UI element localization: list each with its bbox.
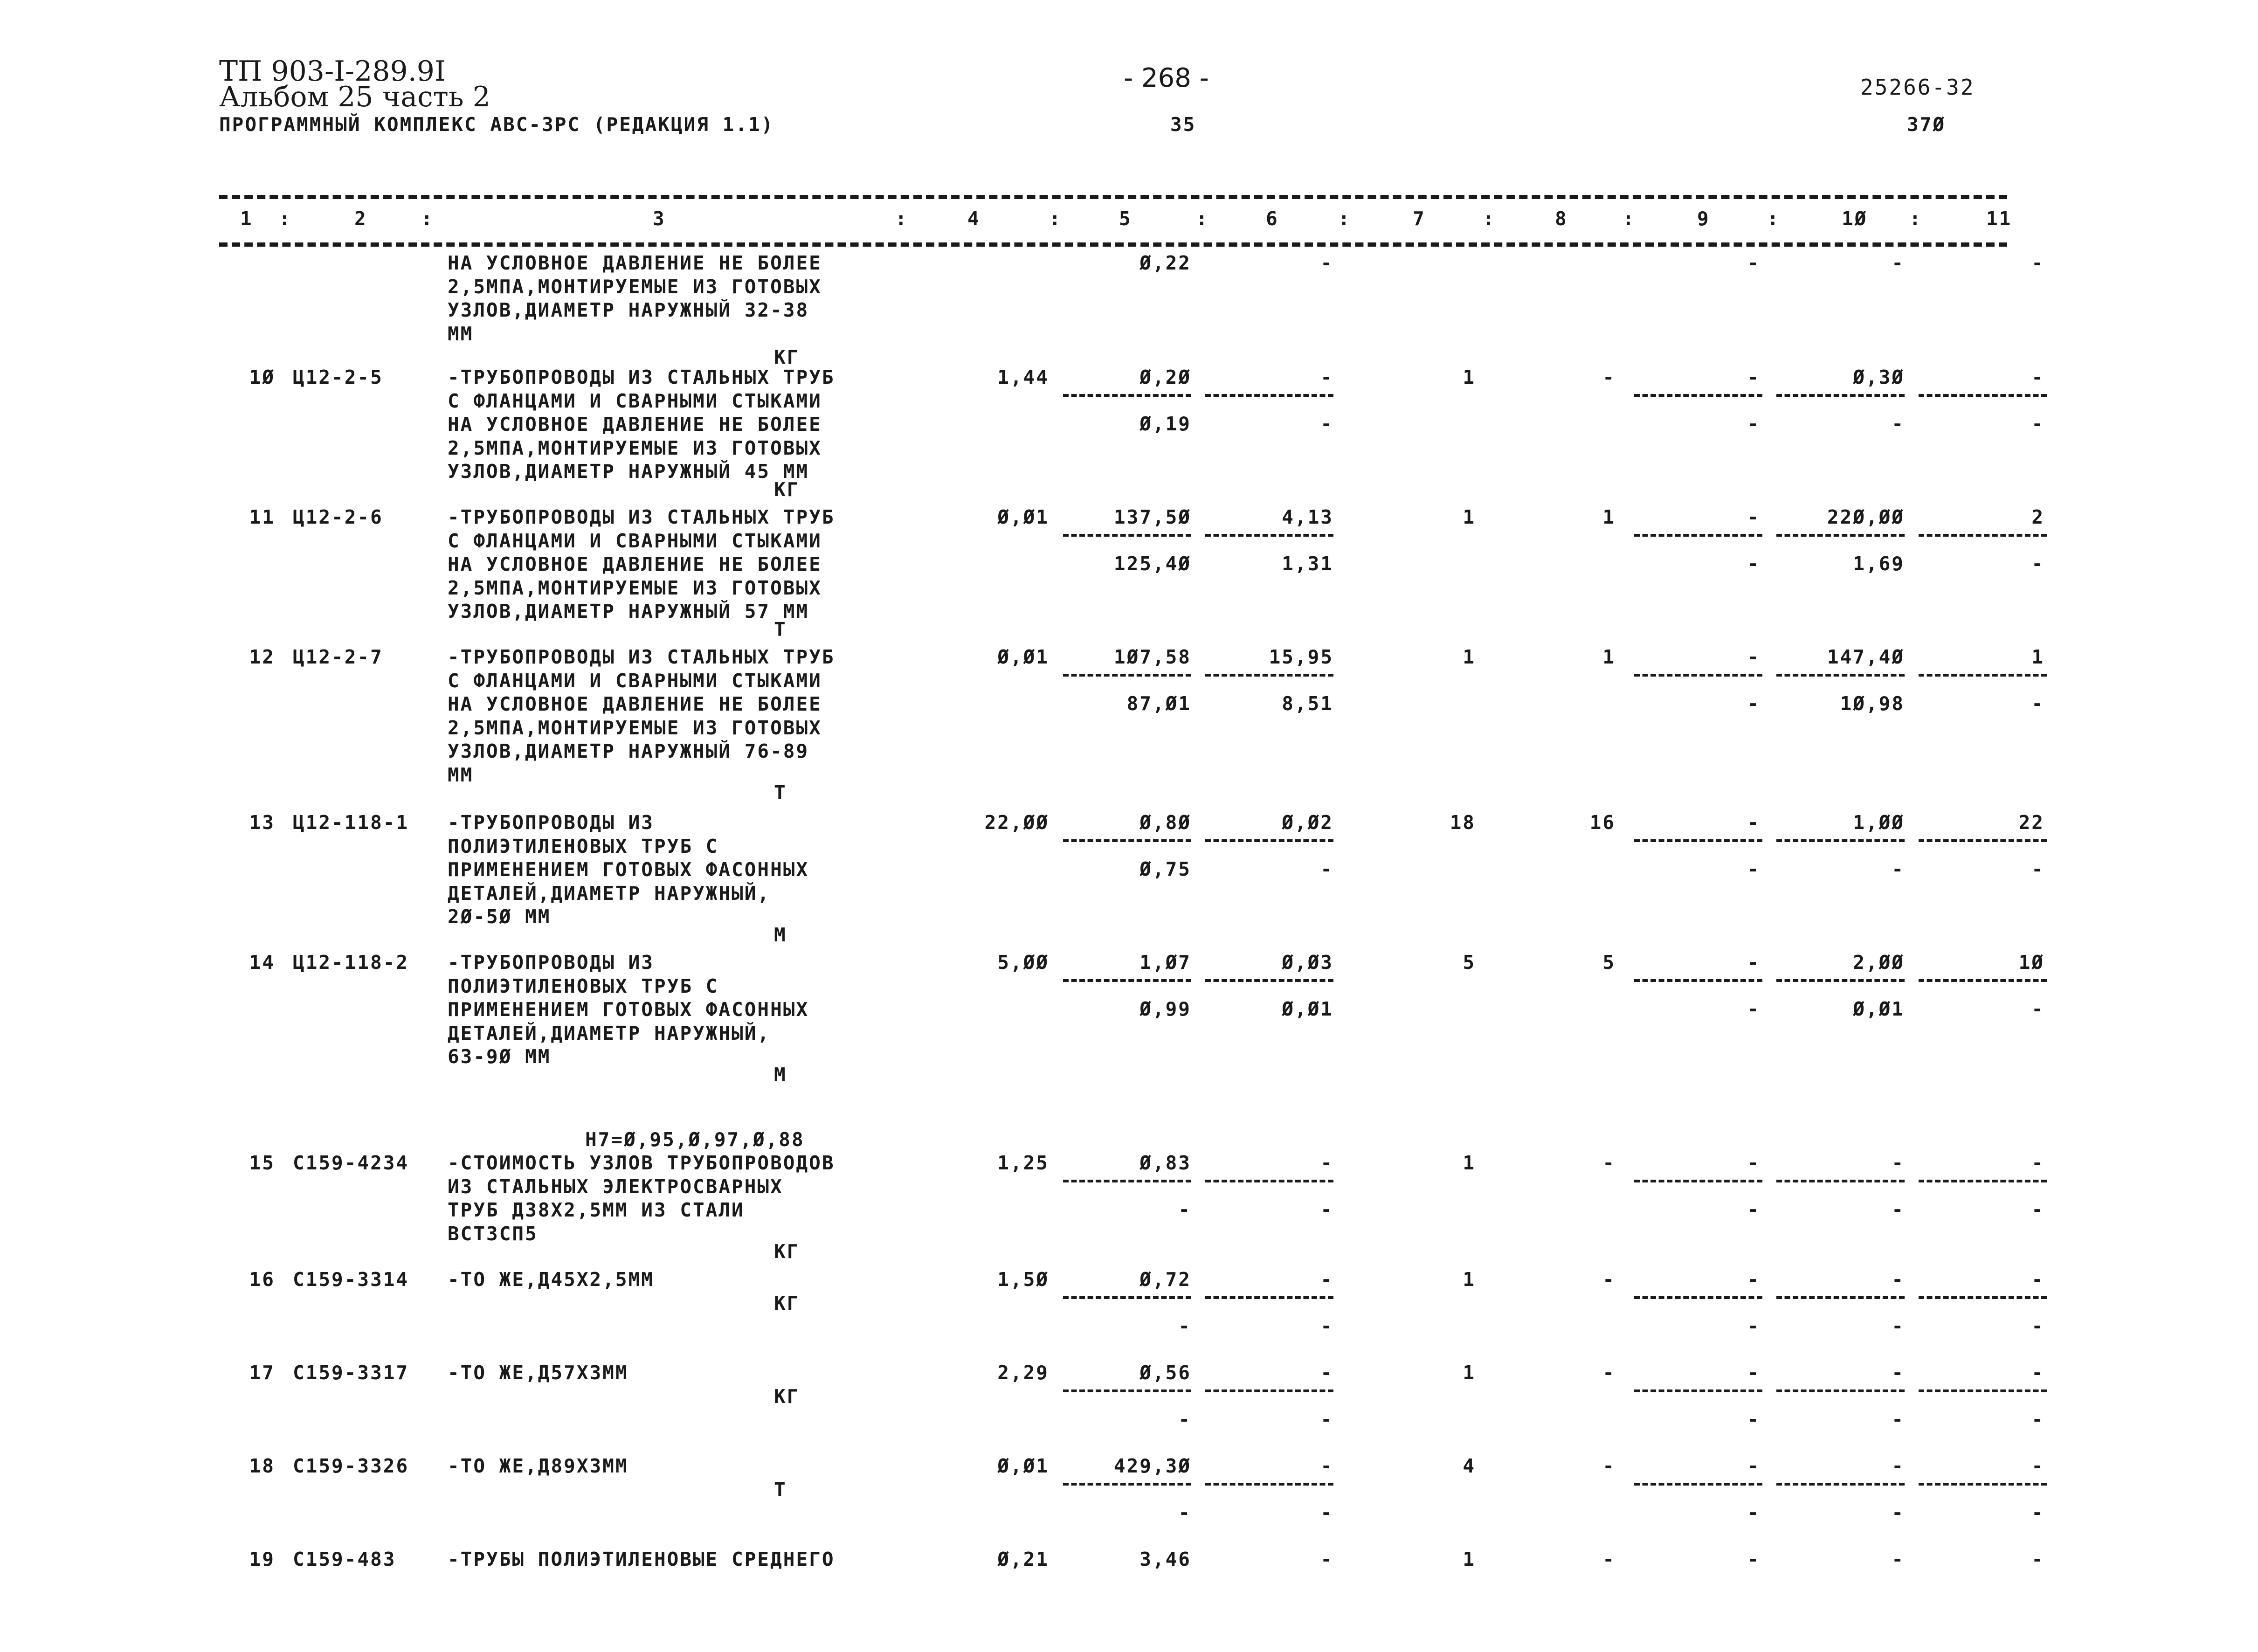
fraction-rule bbox=[1063, 394, 1191, 397]
fraction-rule bbox=[1919, 394, 2047, 397]
unit-label: КГ bbox=[774, 346, 800, 368]
unit-label: КГ bbox=[774, 1292, 800, 1314]
cell-col6-lower: - bbox=[1320, 413, 1333, 435]
cell-col5-lower: - bbox=[1178, 1501, 1191, 1524]
row-number: 18 bbox=[249, 1455, 275, 1477]
cell-col5-lower: - bbox=[1178, 1198, 1191, 1221]
table-top-rule bbox=[219, 195, 2007, 199]
column-number-4: 4 bbox=[967, 207, 981, 230]
cell-col4: 5,ØØ bbox=[997, 951, 1049, 974]
fraction-rule bbox=[1776, 1389, 1905, 1392]
fraction-rule bbox=[1205, 1296, 1333, 1299]
item-description-line: -ТРУБОПРОВОДЫ ИЗ СТАЛЬНЫХ ТРУБ bbox=[448, 646, 835, 668]
cell-col9-lower: - bbox=[1747, 553, 1760, 575]
item-description-line: 2,5МПА,МОНТИРУЕМЫЕ ИЗ ГОТОВЫХ bbox=[448, 275, 822, 298]
cell-col10-lower: - bbox=[1892, 1198, 1905, 1221]
coefficient-note: Н7=Ø,95,Ø,97,Ø,88 bbox=[585, 1128, 805, 1151]
cell-col10-lower: - bbox=[1892, 1408, 1905, 1431]
cell-col5: Ø,83 bbox=[1139, 1152, 1191, 1174]
cell-col9: - bbox=[1747, 811, 1760, 834]
column-number-11: 11 bbox=[1986, 207, 2012, 230]
cell-col10: 1,ØØ bbox=[1853, 811, 1905, 834]
cell-col6: 15,95 bbox=[1269, 646, 1333, 668]
cell-col11-lower: - bbox=[2031, 413, 2044, 435]
cell-col10-lower: - bbox=[1892, 413, 1905, 435]
cell-col7: 1 bbox=[1463, 506, 1476, 528]
cell-col10: 22Ø,ØØ bbox=[1827, 506, 1905, 528]
page-number: - 268 - bbox=[1124, 63, 1209, 93]
fraction-rule bbox=[1634, 534, 1762, 537]
cell-col11-lower: - bbox=[2031, 998, 2044, 1020]
item-description-line: ИЗ СТАЛЬНЫХ ЭЛЕКТРОСВАРНЫХ bbox=[448, 1175, 783, 1198]
rate-code: Ц12-118-1 bbox=[293, 811, 409, 834]
unit-label: Т bbox=[774, 618, 787, 641]
cell-col11: - bbox=[2031, 366, 2044, 388]
cell-col4: 22,ØØ bbox=[984, 811, 1049, 834]
cell-col8: - bbox=[1602, 1268, 1616, 1291]
unit-label: КГ bbox=[774, 478, 800, 501]
cell-col8: 1 bbox=[1602, 506, 1616, 528]
cell-col4: 2,29 bbox=[997, 1362, 1049, 1384]
column-number-7: 7 bbox=[1413, 207, 1426, 230]
cell-col6: - bbox=[1320, 1152, 1333, 1174]
sheet-number-right: 37Ø bbox=[1907, 113, 1946, 136]
cell-col10-lower: Ø,Ø1 bbox=[1853, 998, 1905, 1020]
cell-col11: - bbox=[2031, 1548, 2044, 1570]
column-number-3: 3 bbox=[653, 207, 666, 230]
cell-col11: 1 bbox=[2031, 646, 2044, 668]
document-code: ТП 903-I-289.9I bbox=[219, 55, 446, 88]
cell-col9-lower: - bbox=[1747, 1198, 1760, 1221]
cell-col6: - bbox=[1320, 1362, 1333, 1384]
item-description-line: 2,5МПА,МОНТИРУЕМЫЕ ИЗ ГОТОВЫХ bbox=[448, 436, 822, 459]
cell-col6: - bbox=[1320, 1268, 1333, 1291]
fraction-rule bbox=[1919, 1296, 2047, 1299]
cell-col6-lower: 8,51 bbox=[1282, 692, 1333, 715]
item-description-line: 2,5МПА,МОНТИРУЕМЫЕ ИЗ ГОТОВЫХ bbox=[448, 576, 822, 599]
cell-col11: - bbox=[2031, 1152, 2044, 1174]
cell-col6: - bbox=[1320, 252, 1333, 274]
column-number-5: 5 bbox=[1119, 207, 1132, 230]
cell-col9: - bbox=[1747, 1548, 1760, 1570]
fraction-rule bbox=[1776, 979, 1905, 982]
item-description-line: С ФЛАНЦАМИ И СВАРНЫМИ СТЫКАМИ bbox=[448, 529, 822, 552]
cell-col6: - bbox=[1320, 1548, 1333, 1570]
rate-code: С159-4234 bbox=[293, 1152, 409, 1174]
cell-col5: 1,Ø7 bbox=[1139, 951, 1191, 974]
cell-col5-lower: Ø,99 bbox=[1139, 998, 1191, 1020]
fraction-rule bbox=[1776, 394, 1905, 397]
unit-label: Т bbox=[774, 1478, 787, 1501]
fraction-rule bbox=[1919, 534, 2047, 537]
cell-col11: 1Ø bbox=[2018, 951, 2044, 974]
cell-col7: 18 bbox=[1450, 811, 1476, 834]
cell-col9-lower: - bbox=[1747, 692, 1760, 715]
fraction-rule bbox=[1205, 534, 1333, 537]
fraction-rule bbox=[1919, 1180, 2047, 1182]
fraction-rule bbox=[1776, 534, 1905, 537]
item-description-line: ММ bbox=[448, 322, 474, 345]
cell-col6-lower: Ø,Ø1 bbox=[1282, 998, 1333, 1020]
cell-col7: 1 bbox=[1463, 1548, 1476, 1570]
cell-col8: - bbox=[1602, 1548, 1616, 1570]
cell-col10: Ø,3Ø bbox=[1853, 366, 1905, 388]
cell-col9-lower: - bbox=[1747, 1315, 1760, 1337]
column-separator: : bbox=[1196, 207, 1209, 230]
unit-label: М bbox=[774, 923, 787, 946]
fraction-rule bbox=[1205, 1180, 1333, 1182]
cell-col10: - bbox=[1892, 1268, 1905, 1291]
fraction-rule bbox=[1919, 1483, 2047, 1486]
column-separator: : bbox=[1049, 207, 1062, 230]
rate-code: С159-483 bbox=[293, 1548, 396, 1570]
fraction-rule bbox=[1919, 1389, 2047, 1392]
cell-col6: Ø,Ø2 bbox=[1282, 811, 1333, 834]
cell-col5: Ø,2Ø bbox=[1139, 366, 1191, 388]
fraction-rule bbox=[1634, 979, 1762, 982]
cell-col11: - bbox=[2031, 252, 2044, 274]
cell-col7: 1 bbox=[1463, 1362, 1476, 1384]
item-description-line: НА УСЛОВНОЕ ДАВЛЕНИЕ НЕ БОЛЕЕ bbox=[448, 252, 822, 274]
cell-col6-lower: - bbox=[1320, 1198, 1333, 1221]
cell-col8: - bbox=[1602, 1455, 1616, 1477]
cell-col5-lower: 125,4Ø bbox=[1113, 553, 1191, 575]
cell-col10: - bbox=[1892, 252, 1905, 274]
cell-col4: Ø,21 bbox=[997, 1548, 1049, 1570]
fraction-rule bbox=[1634, 1296, 1762, 1299]
table-header-rule bbox=[219, 242, 2007, 247]
fraction-rule bbox=[1919, 979, 2047, 982]
fraction-rule bbox=[1776, 674, 1905, 677]
item-description-line: -ТРУБЫ ПОЛИЭТИЛЕНОВЫЕ СРЕДНЕГО bbox=[448, 1548, 835, 1570]
cell-col6: - bbox=[1320, 1455, 1333, 1477]
cell-col6: 4,13 bbox=[1282, 506, 1333, 528]
item-description-line: -ТО ЖЕ,Д57Х3ММ bbox=[448, 1362, 628, 1384]
unit-label: КГ bbox=[774, 1385, 800, 1408]
item-description-line: ВСТЗСП5 bbox=[448, 1222, 538, 1245]
album-label: Альбом 25 часть 2 bbox=[219, 81, 490, 113]
cell-col9: - bbox=[1747, 646, 1760, 668]
column-number-1: 1 bbox=[240, 207, 253, 230]
cell-col10-lower: 1Ø,98 bbox=[1840, 692, 1905, 715]
fraction-rule bbox=[1776, 1483, 1905, 1486]
fraction-rule bbox=[1063, 979, 1191, 982]
cell-col8: 5 bbox=[1602, 951, 1616, 974]
cell-col10: - bbox=[1892, 1455, 1905, 1477]
cell-col4: 1,44 bbox=[997, 366, 1049, 388]
column-separator: : bbox=[279, 207, 292, 230]
item-description-line: ПОЛИЭТИЛЕНОВЫХ ТРУБ С bbox=[448, 975, 719, 997]
fraction-rule bbox=[1634, 674, 1762, 677]
fraction-rule bbox=[1776, 839, 1905, 842]
fraction-rule bbox=[1205, 979, 1333, 982]
cell-col10-lower: - bbox=[1892, 1315, 1905, 1337]
cell-col5: 429,3Ø bbox=[1113, 1455, 1191, 1477]
column-number-2: 2 bbox=[354, 207, 367, 230]
fraction-rule bbox=[1063, 1180, 1191, 1182]
column-separator: : bbox=[1483, 207, 1496, 230]
column-separator: : bbox=[1338, 207, 1351, 230]
cell-col5-lower: - bbox=[1178, 1408, 1191, 1431]
cell-col8: 1 bbox=[1602, 646, 1616, 668]
cell-col4: Ø,Ø1 bbox=[997, 646, 1049, 668]
cell-col6: Ø,Ø3 bbox=[1282, 951, 1333, 974]
fraction-rule bbox=[1634, 839, 1762, 842]
item-description-line: НА УСЛОВНОЕ ДАВЛЕНИЕ НЕ БОЛЕЕ bbox=[448, 553, 822, 575]
cell-col9-lower: - bbox=[1747, 858, 1760, 880]
cell-col11: - bbox=[2031, 1268, 2044, 1291]
rate-code: С159-3317 bbox=[293, 1362, 409, 1384]
cell-col5: Ø,56 bbox=[1139, 1362, 1191, 1384]
cell-col11-lower: - bbox=[2031, 1198, 2044, 1221]
column-number-10: 1Ø bbox=[1842, 207, 1868, 230]
rate-code: Ц12-2-7 bbox=[293, 646, 383, 668]
cell-col7: 5 bbox=[1463, 951, 1476, 974]
cell-col9: - bbox=[1747, 366, 1760, 388]
fraction-rule bbox=[1776, 1296, 1905, 1299]
rate-code: Ц12-2-6 bbox=[293, 506, 383, 528]
row-number: 16 bbox=[249, 1268, 275, 1291]
fraction-rule bbox=[1063, 1296, 1191, 1299]
row-number: 17 bbox=[249, 1362, 275, 1384]
column-number-8: 8 bbox=[1555, 207, 1568, 230]
cell-col10-lower: 1,69 bbox=[1853, 553, 1905, 575]
cell-col9: - bbox=[1747, 1152, 1760, 1174]
cell-col4: Ø,Ø1 bbox=[997, 1455, 1049, 1477]
cell-col9: - bbox=[1747, 506, 1760, 528]
fraction-rule bbox=[1205, 394, 1333, 397]
cell-col6-lower: - bbox=[1320, 858, 1333, 880]
cell-col9: - bbox=[1747, 1362, 1760, 1384]
rate-code: С159-3326 bbox=[293, 1455, 409, 1477]
cell-col11-lower: - bbox=[2031, 1315, 2044, 1337]
item-description-line: ПРИМЕНЕНИЕМ ГОТОВЫХ ФАСОННЫХ bbox=[448, 998, 809, 1021]
item-description-line: ММ bbox=[448, 763, 474, 786]
column-separator: : bbox=[895, 207, 908, 230]
fraction-rule bbox=[1205, 839, 1333, 842]
item-description-line: УЗЛОВ,ДИАМЕТР НАРУЖНЫЙ 45 ММ bbox=[448, 460, 809, 483]
cell-col9: - bbox=[1747, 252, 1760, 274]
cell-col7: 1 bbox=[1463, 1268, 1476, 1291]
cell-col11: - bbox=[2031, 1362, 2044, 1384]
cell-col9-lower: - bbox=[1747, 413, 1760, 435]
cell-col9-lower: - bbox=[1747, 1501, 1760, 1524]
cell-col9: - bbox=[1747, 1268, 1760, 1291]
cell-col11: 22 bbox=[2018, 811, 2044, 834]
cell-col4: 1,25 bbox=[997, 1152, 1049, 1174]
cell-col11: - bbox=[2031, 1455, 2044, 1477]
cell-col6-lower: - bbox=[1320, 1315, 1333, 1337]
fraction-rule bbox=[1205, 1389, 1333, 1392]
item-description-line: -ТРУБОПРОВОДЫ ИЗ bbox=[448, 951, 654, 974]
cell-col4: Ø,Ø1 bbox=[997, 506, 1049, 528]
column-separator: : bbox=[421, 207, 434, 230]
column-number-6: 6 bbox=[1266, 207, 1279, 230]
cell-col5: Ø,8Ø bbox=[1139, 811, 1191, 834]
column-separator: : bbox=[1767, 207, 1780, 230]
item-description-line: ТРУБ Д38Х2,5ММ ИЗ СТАЛИ bbox=[448, 1199, 745, 1221]
cell-col5-lower: Ø,75 bbox=[1139, 858, 1191, 880]
cell-col11-lower: - bbox=[2031, 858, 2044, 880]
sheet-number: 35 bbox=[1170, 113, 1196, 136]
cell-col6-lower: 1,31 bbox=[1282, 553, 1333, 575]
cell-col9: - bbox=[1747, 1455, 1760, 1477]
row-number: 14 bbox=[249, 951, 275, 974]
fraction-rule bbox=[1919, 674, 2047, 677]
rate-code: С159-3314 bbox=[293, 1268, 409, 1291]
unit-label: Т bbox=[774, 781, 787, 804]
fraction-rule bbox=[1063, 839, 1191, 842]
item-description-line: 63-9Ø ММ bbox=[448, 1045, 551, 1068]
cell-col11-lower: - bbox=[2031, 1408, 2044, 1431]
cell-col9: - bbox=[1747, 951, 1760, 974]
cell-col5-lower: Ø,19 bbox=[1139, 413, 1191, 435]
archive-code: 25266-32 bbox=[1860, 75, 1975, 100]
fraction-rule bbox=[1205, 1483, 1333, 1486]
cell-col5-lower: - bbox=[1178, 1315, 1191, 1337]
fraction-rule bbox=[1634, 1180, 1762, 1182]
cell-col8: - bbox=[1602, 1362, 1616, 1384]
cell-col10: 2,ØØ bbox=[1853, 951, 1905, 974]
cell-col5: 3,46 bbox=[1139, 1548, 1191, 1570]
column-separator: : bbox=[1909, 207, 1922, 230]
fraction-rule bbox=[1063, 1483, 1191, 1486]
fraction-rule bbox=[1634, 394, 1762, 397]
item-description-line: -ТРУБОПРОВОДЫ ИЗ СТАЛЬНЫХ ТРУБ bbox=[448, 506, 835, 528]
item-description-line: -ТРУБОПРОВОДЫ ИЗ СТАЛЬНЫХ ТРУБ bbox=[448, 366, 835, 388]
cell-col5: Ø,22 bbox=[1139, 252, 1191, 274]
row-number: 19 bbox=[249, 1548, 275, 1570]
cell-col10-lower: - bbox=[1892, 1501, 1905, 1524]
unit-label: М bbox=[774, 1063, 787, 1086]
item-description-line: С ФЛАНЦАМИ И СВАРНЫМИ СТЫКАМИ bbox=[448, 389, 822, 412]
item-description-line: ПРИМЕНЕНИЕМ ГОТОВЫХ ФАСОННЫХ bbox=[448, 858, 809, 881]
rate-code: Ц12-118-2 bbox=[293, 951, 409, 974]
cell-col11-lower: - bbox=[2031, 1501, 2044, 1524]
cell-col5: Ø,72 bbox=[1139, 1268, 1191, 1291]
cell-col7: 4 bbox=[1463, 1455, 1476, 1477]
cell-col6-lower: - bbox=[1320, 1408, 1333, 1431]
item-description-line: 2,5МПА,МОНТИРУЕМЫЕ ИЗ ГОТОВЫХ bbox=[448, 716, 822, 739]
item-description-line: -СТОИМОСТЬ УЗЛОВ ТРУБОПРОВОДОВ bbox=[448, 1152, 835, 1174]
fraction-rule bbox=[1634, 1389, 1762, 1392]
fraction-rule bbox=[1776, 1180, 1905, 1182]
cell-col8: - bbox=[1602, 366, 1616, 388]
cell-col10: - bbox=[1892, 1152, 1905, 1174]
item-description-line: ДЕТАЛЕЙ,ДИАМЕТР НАРУЖНЫЙ, bbox=[448, 1022, 771, 1044]
cell-col6-lower: - bbox=[1320, 1501, 1333, 1524]
fraction-rule bbox=[1205, 674, 1333, 677]
cell-col11-lower: - bbox=[2031, 553, 2044, 575]
program-title: ПРОГРАММНЫЙ КОМПЛЕКС АВС-3РС (РЕДАКЦИЯ 1.1) bbox=[219, 113, 774, 136]
cell-col10: 147,4Ø bbox=[1827, 646, 1905, 668]
row-number: 1Ø bbox=[249, 366, 275, 388]
cell-col10: - bbox=[1892, 1362, 1905, 1384]
cell-col9-lower: - bbox=[1747, 998, 1760, 1020]
row-number: 11 bbox=[249, 506, 275, 528]
cell-col8: - bbox=[1602, 1152, 1616, 1174]
item-description-line: -ТО ЖЕ,Д45Х2,5ММ bbox=[448, 1268, 654, 1291]
cell-col7: 1 bbox=[1463, 1152, 1476, 1174]
cell-col9-lower: - bbox=[1747, 1408, 1760, 1431]
row-number: 15 bbox=[249, 1152, 275, 1174]
column-separator: : bbox=[1623, 207, 1636, 230]
cell-col4: 1,5Ø bbox=[997, 1268, 1049, 1291]
cell-col10-lower: - bbox=[1892, 858, 1905, 880]
cell-col8: 16 bbox=[1589, 811, 1616, 834]
item-description-line: УЗЛОВ,ДИАМЕТР НАРУЖНЫЙ 57 ММ bbox=[448, 600, 809, 622]
cell-col11: 2 bbox=[2031, 506, 2044, 528]
unit-label: КГ bbox=[774, 1240, 800, 1263]
cell-col7: 1 bbox=[1463, 646, 1476, 668]
cell-col6: - bbox=[1320, 366, 1333, 388]
rate-code: Ц12-2-5 bbox=[293, 366, 383, 388]
item-description-line: ДЕТАЛЕЙ,ДИАМЕТР НАРУЖНЫЙ, bbox=[448, 882, 771, 905]
column-number-9: 9 bbox=[1697, 207, 1710, 230]
cell-col5-lower: 87,Ø1 bbox=[1126, 692, 1191, 715]
row-number: 12 bbox=[249, 646, 275, 668]
item-description-line: ПОЛИЭТИЛЕНОВЫХ ТРУБ С bbox=[448, 835, 719, 857]
fraction-rule bbox=[1919, 839, 2047, 842]
item-description-line: НА УСЛОВНОЕ ДАВЛЕНИЕ НЕ БОЛЕЕ bbox=[448, 413, 822, 435]
item-description-line: -ТО ЖЕ,Д89Х3ММ bbox=[448, 1455, 628, 1477]
fraction-rule bbox=[1063, 674, 1191, 677]
cell-col10: - bbox=[1892, 1548, 1905, 1570]
cell-col5: 1Ø7,58 bbox=[1113, 646, 1191, 668]
fraction-rule bbox=[1063, 1389, 1191, 1392]
item-description-line: УЗЛОВ,ДИАМЕТР НАРУЖНЫЙ 76-89 bbox=[448, 740, 809, 762]
cell-col5: 137,5Ø bbox=[1113, 506, 1191, 528]
item-description-line: 2Ø-5Ø ММ bbox=[448, 905, 551, 928]
item-description-line: УЗЛОВ,ДИАМЕТР НАРУЖНЫЙ 32-38 bbox=[448, 299, 809, 321]
cell-col11-lower: - bbox=[2031, 692, 2044, 715]
fraction-rule bbox=[1634, 1483, 1762, 1486]
cell-col7: 1 bbox=[1463, 366, 1476, 388]
item-description-line: -ТРУБОПРОВОДЫ ИЗ bbox=[448, 811, 654, 834]
item-description-line: С ФЛАНЦАМИ И СВАРНЫМИ СТЫКАМИ bbox=[448, 669, 822, 692]
fraction-rule bbox=[1063, 534, 1191, 537]
item-description-line: НА УСЛОВНОЕ ДАВЛЕНИЕ НЕ БОЛЕЕ bbox=[448, 693, 822, 715]
row-number: 13 bbox=[249, 811, 275, 834]
